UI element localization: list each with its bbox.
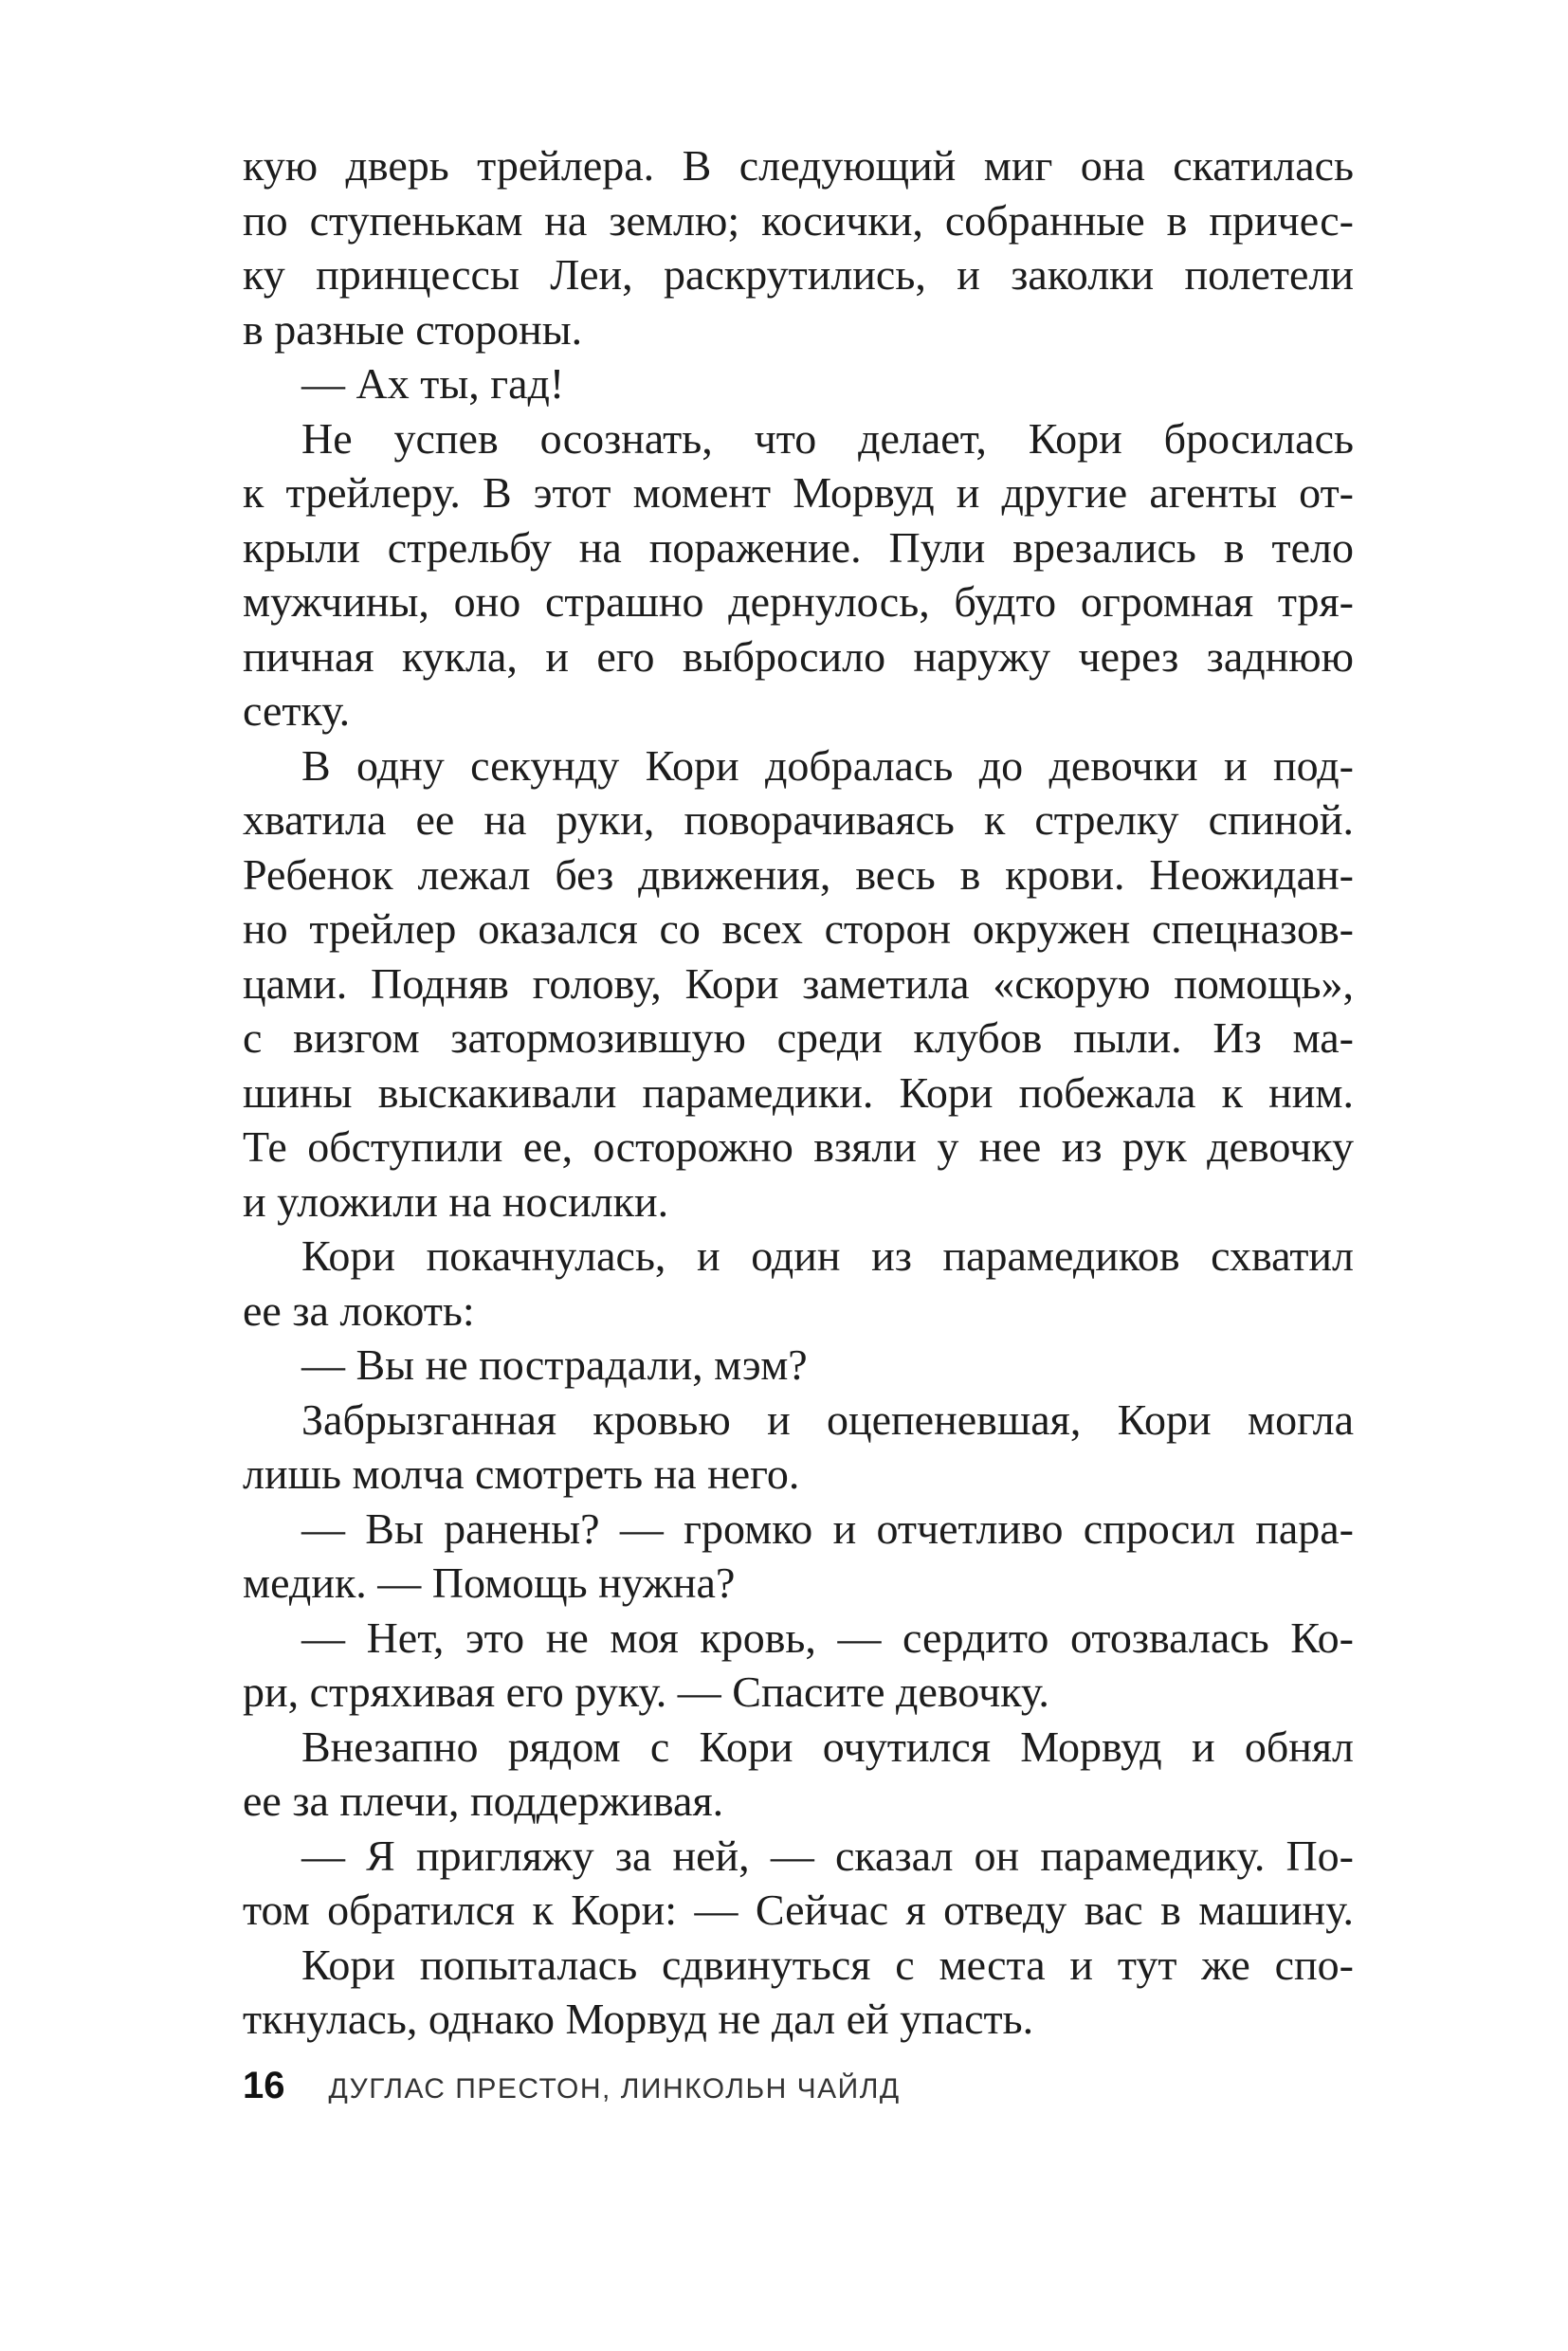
text-line: Кори покачнулась, и один из парамедиков схватил [301,1231,1354,1280]
text-line: — Я пригляжу за ней, — сказал он парамедику. По- [301,1831,1354,1880]
body-text [243,138,1354,2047]
text-line: Те обступили ее, осторожно взяли у нее из рук девочку [243,1122,1354,1171]
text-line: Не успев осознать, что делает, Кори бросилась [301,413,1354,463]
text-line: и уложили на носилки. [243,1176,669,1226]
text-line: кую дверь трейлера. В следующий миг она скатилась [243,141,1354,190]
text-line: — Вы ранены? — громко и отчетливо спросил пара- [301,1504,1354,1553]
text-line: лишь молча смотреть на него. [243,1449,800,1498]
text-line: в разные стороны. [243,304,583,354]
text-line: по ступенькам на землю; косички, собранные в причес- [243,195,1354,245]
text-line: цами. Подняв голову, Кори заметила «скорую помощь», [243,958,1354,1008]
text-line: к трейлеру. В этот момент Морвуд и другие агенты от- [243,468,1354,517]
text-line: с визгом затормозившую среди клубов пыли. Из ма- [243,1013,1354,1062]
text-line: шины выскакивали парамедики. Кори побежала к ним. [243,1067,1354,1117]
text-line: Ребенок лежал без движения, весь в крови. Неожидан- [243,849,1354,899]
text-line: том обратился к Кори: — Сейчас я отведу вас в машину. [243,1886,1354,1934]
running-title: ДУГЛАС ПРЕСТОН, ЛИНКОЛЬН ЧАЙЛД [328,2073,901,2105]
text-line: но трейлер оказался со всех сторон окружен спецназов- [243,904,1354,953]
text-line: крыли стрельбу на поражение. Пули врезались в тело [243,522,1354,572]
page-footer [243,2065,901,2112]
text-line: — Нет, это не моя кровь, — сердито отозвалась Ко- [301,1613,1354,1662]
text-line: ткнулась, однако Морвуд не дал ей упасть. [243,1995,1034,2043]
text-line: ее за плечи, поддерживая. [243,1777,724,1825]
text-line: — Ах ты, гад! [301,359,565,408]
page-number: 16 [243,2065,285,2106]
text-line: — Вы не пострадали, мэм? [301,1340,808,1389]
text-line: медик. — Помощь нужна? [243,1558,736,1607]
text-line: сетку. [243,686,351,735]
text-line: ри, стряхивая его руку. — Спасите девочку. [243,1668,1049,1716]
text-line: Забрызганная кровью и оцепеневшая, Кори могла [301,1394,1354,1444]
text-line: пичная кукла, и его выбросило наружу через заднюю [243,631,1354,681]
text-line: мужчины, оно страшно дернулось, будто огромная тря- [243,577,1354,626]
text-line: Внезапно рядом с Кори очутился Морвуд и обнял [301,1722,1354,1771]
text-line: Кори попыталась сдвинуться с места и тут же спо- [301,1940,1354,1989]
text-line: ее за локоть: [243,1285,475,1335]
text-line: В одну секунду Кори добралась до девочки и под- [301,740,1354,790]
text-line: ку принцессы Леи, раскрутились, и заколки полетели [243,250,1354,299]
text-line: хватила ее на руки, поворачиваясь к стрелку спиной. [243,795,1354,844]
